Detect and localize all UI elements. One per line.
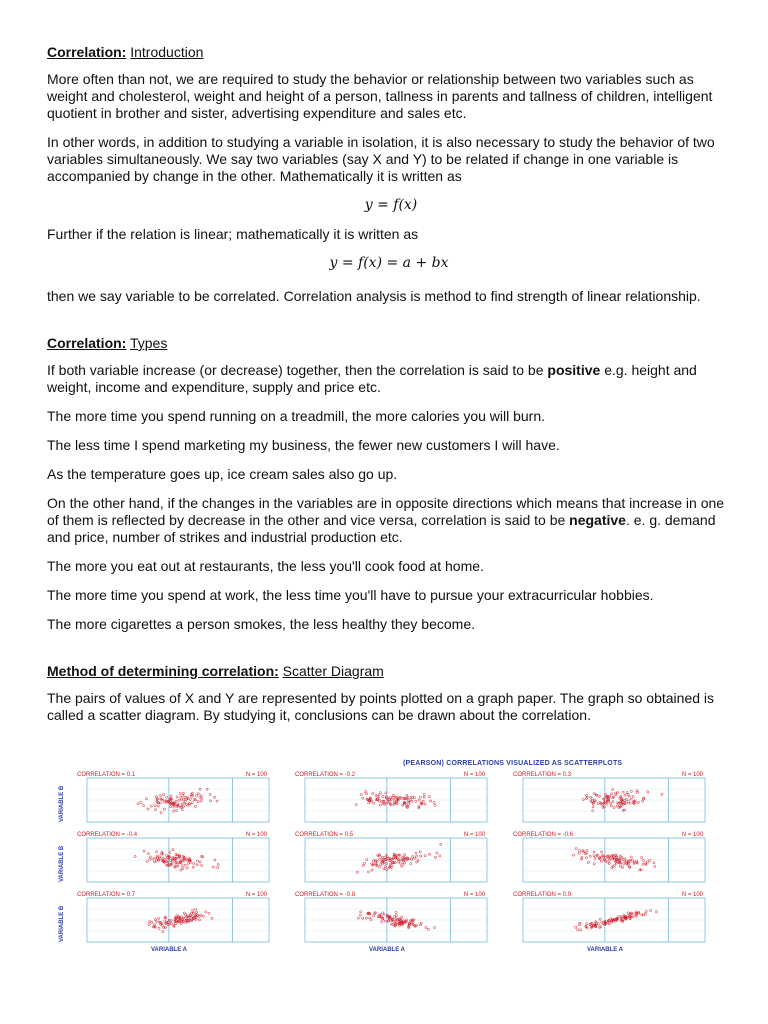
scatter-point — [366, 859, 368, 861]
scatter-point — [415, 800, 417, 802]
scatter-point — [624, 794, 626, 796]
scatter-point — [641, 857, 643, 859]
scatter-panel — [73, 830, 273, 888]
positive-term: positive — [547, 362, 601, 378]
scatter-point — [160, 812, 162, 814]
example-6: The more cigarettes a person smokes, the less healthy they become. — [47, 616, 475, 632]
intro-paragraph-2: In other words, in addition to studying a variable in isolation, it is also necessary to study the behavior of two variables simultaneously. We say two variables (say X and Y) to be related if change in one variable is accompanied by change in the other. Mathematically it is written as — [47, 134, 715, 184]
scatter-point — [195, 908, 197, 910]
panel-n: N = 100 — [463, 772, 485, 778]
scatter-point — [179, 792, 181, 794]
scatter-point — [146, 861, 148, 863]
scatter-point — [572, 854, 574, 856]
types-paragraph-positive: If both variable increase (or decrease) together, then the correlation is said to be positive e.g. height and weight, income and expenditure, supply and price etc. — [47, 362, 697, 395]
scatter-point — [598, 795, 600, 797]
scatter-panel — [73, 890, 273, 948]
scatter-point — [359, 914, 361, 916]
scatter-point — [423, 796, 425, 798]
scatter-point — [183, 912, 185, 914]
scatter-point — [147, 852, 149, 854]
scatter-point — [610, 805, 612, 807]
panel-n: N = 100 — [681, 892, 703, 898]
method-paragraph: The pairs of values of X and Y are represented by points plotted on a graph paper. The graph so obtained is called a scatter diagram. By studying it, conclusions can be drawn about the correlation. — [47, 690, 715, 723]
scatter-point — [398, 861, 400, 863]
scatter-point — [589, 855, 591, 857]
scatter-panel — [291, 830, 491, 888]
scatter-point — [199, 796, 201, 798]
scatter-point — [433, 927, 435, 929]
x-axis-label: VARIABLE A — [369, 947, 405, 953]
scatter-point — [401, 916, 403, 918]
scatter-point — [181, 808, 183, 810]
equation-2: y = f(x) = a + bx — [329, 255, 449, 271]
scatter-point — [420, 855, 422, 857]
scatter-point — [593, 793, 595, 795]
scatter-point — [172, 857, 174, 859]
scatter-point — [369, 917, 371, 919]
scatter-point — [357, 917, 359, 919]
scatter-point — [395, 911, 397, 913]
scatter-point — [597, 923, 599, 925]
scatter-point — [372, 792, 374, 794]
scatter-point — [208, 912, 210, 914]
scatter-point — [191, 802, 193, 804]
scatter-point — [384, 920, 386, 922]
intro-paragraph-3: Further if the relation is linear; mathematically it is written as — [47, 226, 419, 242]
scatter-point — [170, 795, 172, 797]
intro-paragraph-4: then we say variable to be correlated. Correlation analysis is method to find strength of linear relationship. — [47, 288, 701, 304]
scatter-point — [205, 911, 207, 913]
panel-title: CORRELATION = -0.8 — [295, 892, 356, 898]
document-page — [47, 44, 727, 736]
scatter-point — [379, 804, 381, 806]
scatter-point — [134, 855, 136, 857]
scatter-point — [194, 805, 196, 807]
figure-title: (PEARSON) CORRELATIONS VISUALIZED AS SCATTERPLOTS — [403, 760, 623, 767]
scatter-point — [192, 909, 194, 911]
scatter-point — [368, 802, 370, 804]
scatter-point — [381, 921, 383, 923]
scatter-point — [408, 927, 410, 929]
scatter-point — [610, 803, 612, 805]
scatter-point — [412, 855, 414, 857]
scatter-point — [158, 917, 160, 919]
scatter-plot — [509, 830, 709, 888]
scatter-point — [356, 871, 358, 873]
scatter-point — [176, 796, 178, 798]
scatter-plot — [73, 770, 273, 828]
scatter-point — [196, 860, 198, 862]
scatter-point — [433, 801, 435, 803]
scatter-point — [649, 859, 651, 861]
scatter-point — [393, 799, 395, 801]
scatter-point — [582, 799, 584, 801]
scatter-point — [439, 855, 441, 857]
scatter-point — [184, 796, 186, 798]
panel-n: N = 100 — [681, 772, 703, 778]
negative-term: negative — [569, 512, 626, 528]
example-1: The more time you spend running on a treadmill, the more calories you will burn. — [47, 408, 546, 424]
scatter-point — [213, 796, 215, 798]
scatter-point — [629, 802, 631, 804]
scatter-point — [586, 923, 588, 925]
scatter-point — [376, 860, 378, 862]
scatter-point — [178, 799, 180, 801]
scatter-point — [199, 788, 201, 790]
scatter-point — [355, 804, 357, 806]
scatter-point — [192, 866, 194, 868]
scatter-point — [216, 800, 218, 802]
heading-sub: Scatter Diagram — [282, 663, 384, 679]
scatter-point — [434, 856, 436, 858]
panel-title: CORRELATION = 0.1 — [77, 772, 136, 778]
y-axis-label: VARIABLE B — [59, 785, 65, 822]
scatter-point — [186, 867, 188, 869]
scatter-point — [632, 795, 634, 797]
scatter-panel — [291, 890, 491, 948]
y-axis-label: VARIABLE B — [59, 845, 65, 882]
scatter-point — [389, 857, 391, 859]
scatter-point — [608, 862, 610, 864]
scatter-point — [622, 867, 624, 869]
scatter-point — [428, 796, 430, 798]
scatter-panel — [509, 830, 709, 888]
x-axis-label: VARIABLE A — [587, 947, 623, 953]
scatter-point — [137, 803, 139, 805]
scatter-point — [362, 917, 364, 919]
scatter-point — [414, 857, 416, 859]
scatter-point — [196, 864, 198, 866]
scatter-point — [158, 927, 160, 929]
scatter-point — [365, 917, 367, 919]
scatter-point — [412, 923, 414, 925]
scatter-point — [575, 848, 577, 850]
panel-title: CORRELATION = -0.2 — [295, 772, 356, 778]
scatter-point — [590, 796, 592, 798]
panel-title: CORRELATION = 0.7 — [77, 892, 136, 898]
scatter-plot — [291, 890, 491, 948]
scatter-point — [622, 791, 624, 793]
scatter-plot — [73, 830, 273, 888]
scatter-point — [401, 865, 403, 867]
x-axis-label: VARIABLE A — [151, 947, 187, 953]
scatter-point — [166, 796, 168, 798]
scatter-point — [616, 805, 618, 807]
scatter-point — [586, 850, 588, 852]
scatter-point — [163, 794, 165, 796]
scatter-point — [195, 911, 197, 913]
scatter-point — [603, 857, 605, 859]
example-5: The more time you spend at work, the less time you'll have to pursue your extracurricular hobbies. — [47, 587, 654, 603]
scatter-plot — [509, 890, 709, 948]
scatter-point — [150, 805, 152, 807]
heading-introduction — [47, 44, 727, 61]
scatter-point — [428, 853, 430, 855]
scatter-point — [611, 793, 613, 795]
scatter-point — [419, 851, 421, 853]
scatter-point — [608, 923, 610, 925]
scatter-point — [373, 915, 375, 917]
scatter-point — [193, 862, 195, 864]
scatter-point — [427, 928, 429, 930]
scatter-point — [378, 800, 380, 802]
scatter-point — [163, 808, 165, 810]
scatter-point — [592, 806, 594, 808]
scatter-point — [384, 866, 386, 868]
scatter-point — [434, 804, 436, 806]
scatter-point — [149, 856, 151, 858]
scatter-point — [180, 923, 182, 925]
scatter-point — [620, 915, 622, 917]
scatter-point — [156, 851, 158, 853]
heading-method — [47, 663, 727, 680]
scatter-point — [410, 799, 412, 801]
scatter-point — [637, 801, 639, 803]
panel-title: CORRELATION = 0.5 — [295, 832, 354, 838]
scatter-point — [383, 868, 385, 870]
scatter-point — [373, 802, 375, 804]
scatter-point — [365, 791, 367, 793]
scatter-point — [360, 911, 362, 913]
scatter-point — [148, 921, 150, 923]
scatter-point — [624, 858, 626, 860]
scatter-point — [647, 791, 649, 793]
scatter-point — [154, 805, 156, 807]
intro-paragraph-1: More often than not, we are required to study the behavior or relationship between two variables such as weight and cholesterol, weight and height of a person, tallness in parents and tallness of children, intelligent quotient in brother and sister, advertising expenditure and sales etc. — [47, 71, 713, 121]
scatter-point — [423, 793, 425, 795]
heading-sub: Introduction — [130, 44, 204, 60]
scatter-point — [145, 798, 147, 800]
scatter-point — [627, 912, 629, 914]
scatter-point — [410, 863, 412, 865]
scatter-point — [593, 851, 595, 853]
scatter-point — [415, 852, 417, 854]
y-axis-label: VARIABLE B — [59, 905, 65, 942]
panel-title: CORRELATION = 0.3 — [513, 772, 572, 778]
example-2: The less time I spend marketing my business, the fewer new customers I will have. — [47, 437, 560, 453]
scatter-point — [155, 796, 157, 798]
scatter-point — [417, 859, 419, 861]
example-4: The more you eat out at restaurants, the less you'll cook food at home. — [47, 558, 484, 574]
heading-bold: Method of determining correlation: — [47, 663, 279, 679]
scatter-point — [424, 855, 426, 857]
scatter-point — [606, 803, 608, 805]
scatter-point — [202, 915, 204, 917]
example-3: As the temperature goes up, ice cream sales also go up. — [47, 466, 398, 482]
scatter-point — [184, 864, 186, 866]
types-paragraph-negative: On the other hand, if the changes in the variables are in opposite directions which means that increase in one of them is reflected by decrease in the other and vice versa, correlation is said to be negative. e. g. demand and price, number of strikes and industrial production etc. — [47, 495, 725, 545]
scatter-point — [157, 805, 159, 807]
scatter-plot — [291, 830, 491, 888]
scatter-point — [170, 859, 172, 861]
panel-n: N = 100 — [245, 892, 267, 898]
scatter-point — [380, 864, 382, 866]
scatter-point — [187, 863, 189, 865]
scatter-point — [175, 861, 177, 863]
scatter-point — [197, 793, 199, 795]
scatter-point — [601, 851, 603, 853]
scatter-point — [364, 862, 366, 864]
scatter-point — [642, 863, 644, 865]
scatter-point — [626, 792, 628, 794]
scatter-point — [600, 860, 602, 862]
scatter-point — [645, 910, 647, 912]
scatter-point — [580, 929, 582, 931]
scatter-point — [182, 867, 184, 869]
scatter-point — [382, 796, 384, 798]
scatter-panel — [291, 770, 491, 828]
panel-n: N = 100 — [463, 892, 485, 898]
scatter-point — [362, 865, 364, 867]
scatter-point — [630, 856, 632, 858]
scatter-point — [360, 793, 362, 795]
scatter-point — [404, 854, 406, 856]
scatter-point — [406, 794, 408, 796]
scatter-point — [630, 798, 632, 800]
scatter-point — [440, 843, 442, 845]
scatter-point — [430, 800, 432, 802]
scatter-point — [627, 800, 629, 802]
scatter-point — [653, 862, 655, 864]
scatter-point — [160, 795, 162, 797]
scatter-point — [578, 852, 580, 854]
scatter-point — [382, 912, 384, 914]
panel-n: N = 100 — [245, 772, 267, 778]
scatter-panel — [73, 770, 273, 828]
panel-title: CORRELATION = 0.9 — [513, 892, 572, 898]
panel-n: N = 100 — [245, 832, 267, 838]
scatter-point — [592, 810, 594, 812]
heading-types — [47, 335, 727, 352]
scatter-point — [579, 850, 581, 852]
scatter-point — [661, 793, 663, 795]
scatter-point — [647, 861, 649, 863]
scatter-point — [577, 929, 579, 931]
scatter-point — [424, 803, 426, 805]
scatter-point — [390, 799, 392, 801]
scatter-point — [654, 865, 656, 867]
equation-1: y = f(x) — [364, 197, 418, 213]
scatter-point — [619, 865, 621, 867]
scatter-point — [613, 807, 615, 809]
scatter-point — [217, 867, 219, 869]
scatter-point — [606, 861, 608, 863]
scatter-point — [379, 792, 381, 794]
scatter-point — [217, 863, 219, 865]
scatter-point — [375, 794, 377, 796]
scatter-point — [593, 855, 595, 857]
scatter-point — [378, 866, 380, 868]
scatter-point — [140, 801, 142, 803]
scatter-point — [196, 794, 198, 796]
scatter-point — [575, 926, 577, 928]
scatter-point — [399, 924, 401, 926]
scatter-plot — [291, 770, 491, 828]
scatter-point — [181, 803, 183, 805]
scatter-point — [211, 917, 213, 919]
scatter-point — [416, 861, 418, 863]
scatter-point — [587, 861, 589, 863]
panel-title: CORRELATION = -0.4 — [77, 832, 138, 838]
scatter-point — [160, 798, 162, 800]
scatter-point — [154, 918, 156, 920]
scatter-point — [436, 852, 438, 854]
scatter-point — [212, 866, 214, 868]
scatter-point — [630, 790, 632, 792]
scatter-point — [197, 801, 199, 803]
scatter-point — [650, 909, 652, 911]
scatter-point — [173, 806, 175, 808]
scatter-point — [199, 861, 201, 863]
scatter-point — [206, 788, 208, 790]
scatter-point — [175, 923, 177, 925]
scatter-point — [585, 857, 587, 859]
scatter-point — [362, 797, 364, 799]
scatter-plot — [73, 890, 273, 948]
scatterplot-figure — [59, 760, 718, 956]
scatter-point — [181, 865, 183, 867]
scatter-point — [378, 794, 380, 796]
scatter-point — [416, 855, 418, 857]
scatter-point — [593, 799, 595, 801]
scatter-point — [154, 809, 156, 811]
panel-n: N = 100 — [681, 832, 703, 838]
scatter-point — [619, 855, 621, 857]
scatter-point — [425, 926, 427, 928]
scatter-point — [401, 804, 403, 806]
scatter-point — [594, 857, 596, 859]
scatter-point — [143, 850, 145, 852]
panel-n: N = 100 — [463, 832, 485, 838]
scatter-point — [390, 796, 392, 798]
scatter-point — [152, 858, 154, 860]
scatter-point — [147, 808, 149, 810]
scatter-point — [655, 911, 657, 913]
scatter-point — [209, 793, 211, 795]
scatter-panel — [509, 890, 709, 948]
scatter-point — [642, 800, 644, 802]
scatter-point — [597, 803, 599, 805]
scatter-point — [201, 864, 203, 866]
scatter-point — [612, 801, 614, 803]
scatter-point — [593, 863, 595, 865]
scatter-point — [419, 796, 421, 798]
scatter-point — [170, 806, 172, 808]
scatter-point — [628, 866, 630, 868]
scatter-plot — [509, 770, 709, 828]
scatter-panel — [509, 770, 709, 828]
scatter-point — [366, 793, 368, 795]
scatter-point — [148, 924, 150, 926]
scatter-point — [623, 809, 625, 811]
scatter-point — [151, 921, 153, 923]
heading-sub: Types — [129, 335, 168, 351]
scatter-point — [165, 854, 167, 856]
scatter-point — [180, 869, 182, 871]
heading-bold: Correlation: — [47, 44, 127, 60]
scatter-point — [393, 916, 395, 918]
heading-bold: Correlation: — [47, 335, 127, 351]
scatter-point — [142, 805, 144, 807]
panel-title: CORRELATION = -0.6 — [513, 832, 574, 838]
